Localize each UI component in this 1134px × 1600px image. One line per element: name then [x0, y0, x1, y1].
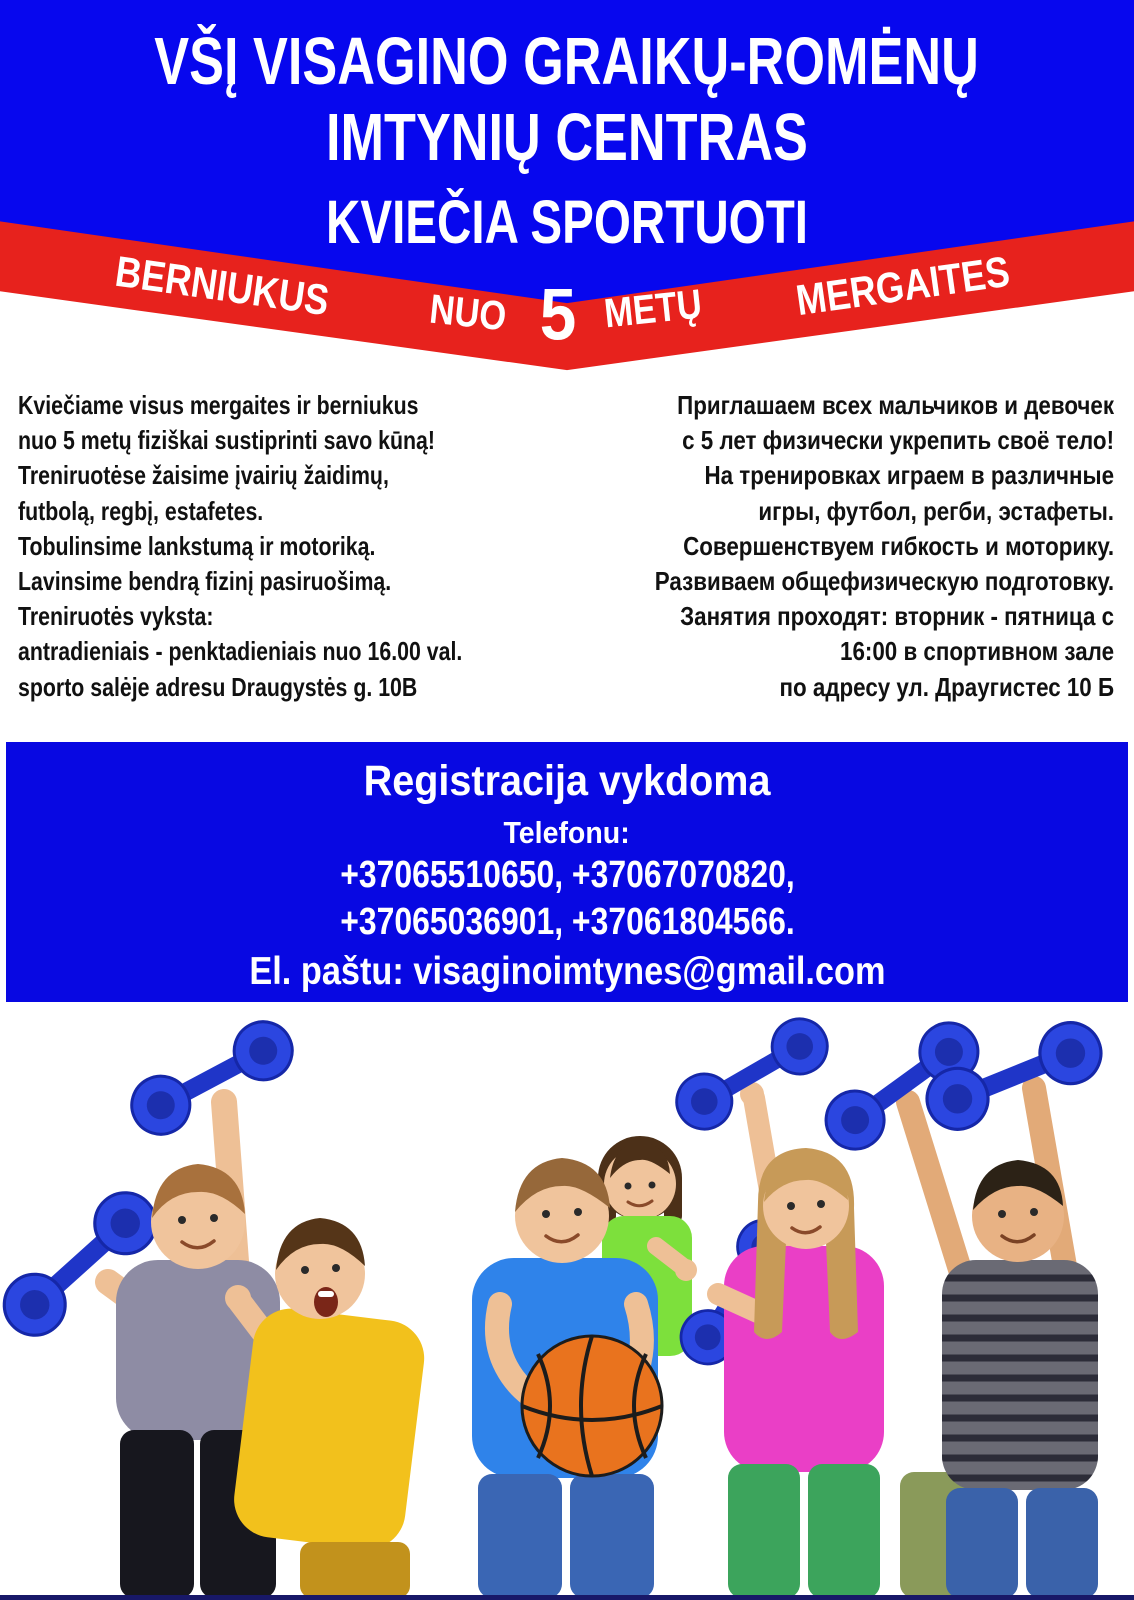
page-title-line-2: IMTYNIŲ CENTRAS	[326, 100, 808, 175]
intro-lt-line: Treniruotės vyksta:	[18, 601, 214, 632]
registration-phones-line-2: +37065036901, +37061804566.	[339, 901, 795, 943]
intro-lt-line: Treniruotėse žaisime įvairių žaidimų,	[18, 460, 389, 491]
intro-section	[0, 378, 1134, 738]
page-title-line-1: VŠĮ VISAGINO GRAIKŲ-ROMĖNŲ	[154, 24, 980, 99]
footer-navy-strip	[0, 1595, 1134, 1600]
basketball-icon	[522, 1336, 662, 1476]
intro-ru-line: по адресу ул. Драугистес 10 Б	[779, 671, 1114, 702]
intro-lt-line: Kviečiame visus mergaites ir berniukus	[18, 390, 419, 420]
intro-lt-line: antradieniais - penktadieniais nuo 16.00 val.	[18, 636, 463, 667]
intro-ru-line: Развиваем общефизическую подготовку.	[654, 566, 1114, 597]
band-label-boys: BERNIUKUS	[112, 247, 332, 326]
intro-ru-line: Совершенствуем гибкость и моторику.	[683, 530, 1114, 561]
children-photo	[0, 1002, 1134, 1595]
intro-ru-line: с 5 лет физически укрепить своё тело!	[682, 425, 1114, 456]
intro-lithuanian-column	[18, 388, 462, 705]
dumbbell-icon	[122, 1012, 303, 1145]
intro-lt-line: nuo 5 metų fiziškai sustiprinti savo kūną!	[18, 425, 436, 456]
intro-russian-column	[655, 388, 1114, 705]
band-label-girls: MERGAITES	[793, 247, 1013, 326]
band-label-years: METŲ	[602, 280, 704, 337]
intro-ru-line: Приглашаем всех мальчиков и девочек	[677, 390, 1114, 420]
registration-title: Registracija vykdoma	[363, 757, 771, 805]
intro-ru-line: игры, футбол, регби, эстафеты.	[758, 495, 1114, 526]
intro-ru-line: 16:00 в спортивном зале	[840, 636, 1114, 667]
band-label-from: NUO	[427, 285, 509, 340]
children-illustration	[0, 1002, 1134, 1595]
intro-lt-line: Tobulinsime lankstumą ir motoriką.	[18, 530, 376, 561]
intro-lt-line: Lavinsime bendrą fizinį pasiruošimą.	[18, 566, 392, 597]
registration-box	[6, 742, 1128, 1002]
registration-phone-label: Telefonu:	[503, 815, 631, 850]
intro-ru-line: На тренировках играем в различные	[704, 460, 1114, 491]
child-figure-girl-pink	[718, 1082, 884, 1595]
band-label-age: 5	[539, 274, 577, 356]
page-subtitle: KVIEČIA SPORTUOTI	[325, 188, 808, 256]
intro-lt-line: futbolą, regbį, estafetes.	[18, 495, 264, 526]
header-banner	[0, 0, 1134, 372]
intro-lt-line: sporto salėje adresu Draugystės g. 10B	[18, 671, 418, 702]
intro-ru-line: Занятия проходят: вторник - пятница с	[680, 601, 1114, 632]
registration-phones-line-1: +37065510650, +37067070820,	[339, 854, 795, 896]
registration-email-line: El. paštu: visaginoimtynes@gmail.com	[248, 950, 886, 993]
